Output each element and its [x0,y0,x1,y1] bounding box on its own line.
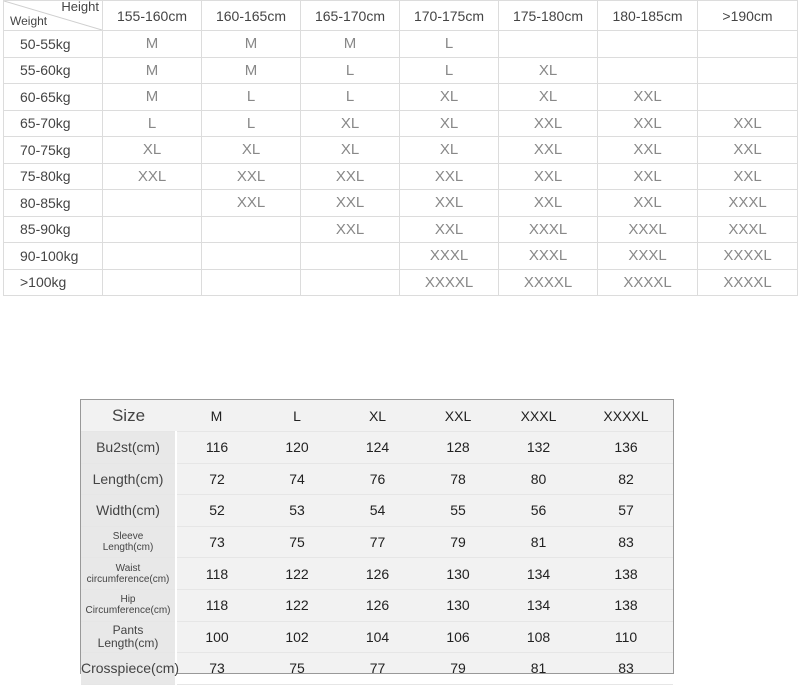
size-cell: L [301,57,400,84]
size-cell [202,243,301,270]
size-cell: L [400,31,499,58]
measurement-value: 100 [176,621,257,653]
measurement-label-line: Hip [120,594,136,606]
measurement-value: 108 [498,621,579,653]
size-header: Size [81,400,176,432]
size-cell: XL [202,137,301,164]
measurement-label [81,653,180,685]
measurement-value: 104 [337,621,418,653]
size-column-header: XXXL [498,400,579,432]
height-header: 170-175cm [400,1,499,31]
weight-cell: 50-55kg [4,31,103,58]
height-header: >190cm [698,1,798,31]
size-row [4,269,798,296]
size-cell: XXXL [698,190,798,217]
measurement-value: 134 [498,589,579,621]
measurement-value: 122 [257,558,337,590]
measurement-value: 134 [498,558,579,590]
corner-header [4,1,103,31]
measurement-label-line: Circumference(cm) [85,605,171,617]
size-cell: XXL [499,110,598,137]
size-column-header: XXXXL [579,400,673,432]
size-cell: XXL [598,190,698,217]
measurement-label [81,589,176,621]
size-cell: M [103,31,202,58]
measurement-value: 120 [257,432,337,464]
size-column-header: L [257,400,337,432]
measurement-value: 102 [257,621,337,653]
size-cell: M [301,31,400,58]
measurement-value: 138 [579,589,673,621]
size-row [4,110,798,137]
height-header: 160-165cm [202,1,301,31]
measurement-value: 116 [176,432,257,464]
measurement-value: 80 [498,463,579,495]
measurement-value: 138 [579,558,673,590]
size-cell: XL [499,57,598,84]
size-cell: XXL [103,163,202,190]
size-cell: XL [499,84,598,111]
measurement-value: 124 [337,432,418,464]
size-cell: XXL [301,216,400,243]
size-cell: XXL [598,110,698,137]
size-column-header: XXL [418,400,498,432]
measurement-label-line: Width(cm) [96,502,160,519]
measurement-value: 55 [418,495,498,527]
measurement-value: 75 [257,526,337,558]
size-row [4,190,798,217]
size-cell: XXL [301,163,400,190]
size-cell [301,269,400,296]
measurement-value: 77 [337,526,418,558]
size-cell: XXXL [598,243,698,270]
measurement-value: 126 [337,558,418,590]
measurement-value: 52 [176,495,257,527]
measurement-value: 54 [337,495,418,527]
size-cell: XXL [698,137,798,164]
measurement-value: 78 [418,463,498,495]
size-row [4,216,798,243]
measurement-label [81,495,176,527]
measurement-value: 110 [579,621,673,653]
size-cell [103,190,202,217]
size-cell: XXXL [499,243,598,270]
size-cell: XXL [598,137,698,164]
measurement-value: 83 [579,526,673,558]
weight-cell: 55-60kg [4,57,103,84]
measurement-row [81,589,673,621]
size-cell: M [103,84,202,111]
measurement-value: 75 [257,653,337,685]
size-cell: XL [400,110,499,137]
measurement-row [81,526,673,558]
measurement-label [81,463,176,495]
weight-cell: 65-70kg [4,110,103,137]
measurement-label-line: Sleeve [112,531,144,543]
measurement-label [81,558,176,590]
measurement-value: 118 [176,589,257,621]
measurement-chart [80,399,674,677]
measurement-label-line: Pants [112,622,144,637]
size-cell: XXL [400,190,499,217]
size-cell [698,84,798,111]
height-header: 155-160cm [103,1,202,31]
measurement-value: 130 [418,558,498,590]
measurement-value: 118 [176,558,257,590]
measurement-value: 79 [418,653,498,685]
size-cell [598,57,698,84]
weight-cell: 75-80kg [4,163,103,190]
size-cell: XL [400,137,499,164]
measurement-label [81,621,176,653]
measurement-row [81,495,673,527]
size-cell [103,243,202,270]
measurement-value: 57 [579,495,673,527]
size-cell: XXXL [400,243,499,270]
measurement-value: 130 [418,589,498,621]
size-cell: XXL [698,163,798,190]
size-cell: XXL [598,84,698,111]
measurement-value: 82 [579,463,673,495]
measurement-value: 136 [579,432,673,464]
measurement-value: 76 [337,463,418,495]
measurement-value: 83 [579,653,673,685]
measurement-value: 132 [498,432,579,464]
size-row [4,137,798,164]
measurement-value: 128 [418,432,498,464]
size-cell: XL [103,137,202,164]
size-row [4,31,798,58]
measurement-value: 73 [176,653,257,685]
measurement-row [81,432,673,464]
weight-label: Weight [10,14,48,28]
size-cell: XXL [301,190,400,217]
size-cell: XXXL [598,216,698,243]
weight-cell: 85-90kg [4,216,103,243]
size-cell: L [103,110,202,137]
size-cell: M [202,31,301,58]
measurement-row [81,558,673,590]
size-cell: XXL [202,190,301,217]
size-cell: XL [400,84,499,111]
size-cell: XXXXL [400,269,499,296]
size-cell: XXXL [499,216,598,243]
height-header: 175-180cm [499,1,598,31]
height-label: Height [61,0,99,14]
size-cell: XXL [499,190,598,217]
size-cell: XL [301,137,400,164]
size-cell: XXXL [698,216,798,243]
size-cell: M [202,57,301,84]
measurement-label-line: Waist [115,562,141,574]
measurement-label-line: Length(cm) [97,635,159,650]
measurement-value: 81 [498,526,579,558]
size-cell: L [202,110,301,137]
size-cell: L [202,84,301,111]
size-cell: XXL [598,163,698,190]
size-cell: L [400,57,499,84]
weight-cell: >100kg [4,269,103,296]
size-row [4,57,798,84]
size-cell [202,216,301,243]
size-row [4,163,798,190]
measurement-value: 106 [418,621,498,653]
size-column-header: XL [337,400,418,432]
measurement-label-line: Bu2st(cm) [96,439,160,456]
weight-cell: 70-75kg [4,137,103,164]
size-cell: XXXXL [698,243,798,270]
size-row [4,243,798,270]
size-cell [499,31,598,58]
measurement-label-line: Crosspiece(cm) [81,660,180,677]
measurement-label-line: circumference(cm) [86,573,170,585]
size-cell: XXL [400,216,499,243]
measurement-value: 79 [418,526,498,558]
weight-cell: 60-65kg [4,84,103,111]
size-column-header: M [176,400,257,432]
size-cell: XXL [400,163,499,190]
size-cell: XXL [698,110,798,137]
measurement-value: 72 [176,463,257,495]
measurement-row [81,653,673,685]
measurement-label [81,432,176,464]
measurement-value: 126 [337,589,418,621]
measurement-label [81,526,176,558]
size-cell [202,269,301,296]
size-cell [598,31,698,58]
measurement-row [81,463,673,495]
size-cell: XXXXL [499,269,598,296]
weight-cell: 80-85kg [4,190,103,217]
size-cell: M [103,57,202,84]
height-weight-size-chart [3,0,798,296]
size-cell [698,57,798,84]
size-cell: XXXXL [598,269,698,296]
size-cell [103,216,202,243]
size-cell: XL [301,110,400,137]
size-cell: XXL [202,163,301,190]
size-cell [103,269,202,296]
size-cell: XXL [499,137,598,164]
measurement-row [81,621,673,653]
measurement-value: 122 [257,589,337,621]
weight-cell: 90-100kg [4,243,103,270]
measurement-value: 53 [257,495,337,527]
size-cell [698,31,798,58]
measurement-value: 81 [498,653,579,685]
height-header: 180-185cm [598,1,698,31]
size-cell [301,243,400,270]
measurement-value: 74 [257,463,337,495]
size-cell: XXL [499,163,598,190]
measurement-label-line: Length(cm) [102,542,154,554]
size-cell: XXXXL [698,269,798,296]
measurement-value: 73 [176,526,257,558]
size-cell: L [301,84,400,111]
measurement-label-line: Length(cm) [92,470,164,487]
height-header: 165-170cm [301,1,400,31]
size-row [4,84,798,111]
measurement-value: 77 [337,653,418,685]
measurement-value: 56 [498,495,579,527]
